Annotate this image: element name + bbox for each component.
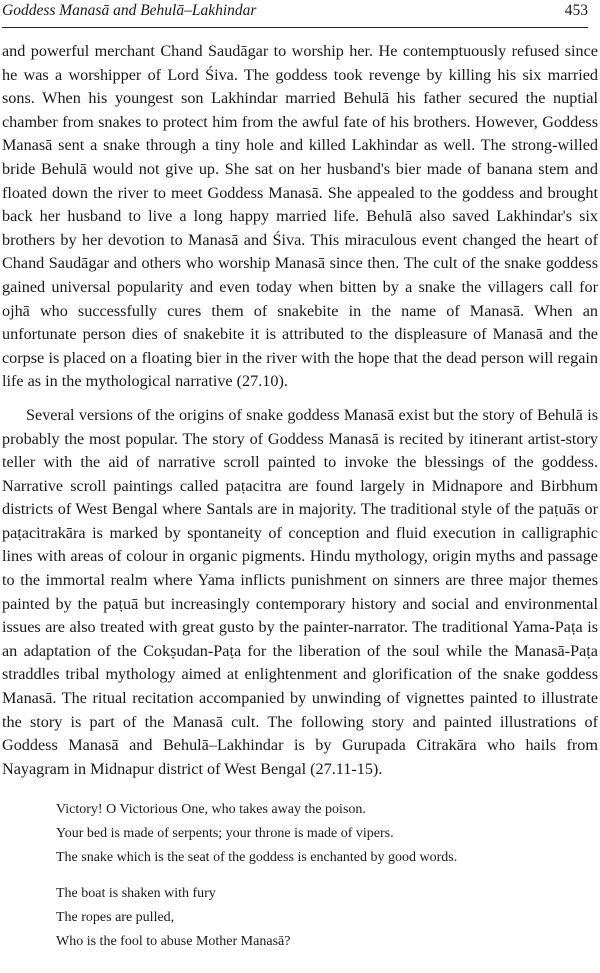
verse-line: Your bed is made of serpents; your throne is made of vipers.	[56, 826, 394, 841]
verse-line: The boat is shaken with fury	[56, 886, 216, 901]
paragraph-behula-versions: Several versions of the origins of snake goddess Manasā exist but the story of Behulā is probably the most popular. The story of Goddess Manasā is recited by itinerant artist-story teller with the aid of narrative scroll painted to invoke the blessings of the goddess. Narrative scroll paintings called paṭacitra are found largely in Midnapore and Birbhum districts of West Bengal where Santals are in majority. The traditional style of the paṭuās or paṭacitrakāra is marked by spontaneity of conception and fluid execution in calligraphic lines with areas of colour in organic pigments. Hindu mythology, origin myths and passage to the immortal realm where Yama inflicts punishment on sinners are three major themes painted by the paṭuā but increasingly contemporary history and social and environmental issues are also treated with great gusto by the painter-narrator. The traditional Yama-Paṭa is an adaptation of the Cokṣudan-Paṭa for the liberation of the soul while the Manasā-Paṭa straddles tribal mythology aimed at enlightenment and glorification of the snake goddess Manasā. The ritual recitation accompanied by unwinding of vignettes painted to illustrate the story is part of the Manasā cult. The following story and painted illustrations of Goddess Manasā and Behulā–Lakhindar is by Gurupada Citrakāra who hails from Nayagram in Midnapur district of West Bengal (27.11-15).	[2, 405, 598, 778]
running-header	[2, 1, 588, 28]
verse-stanza	[56, 882, 586, 954]
verse-line: Who is the fool to abuse Mother Manasā?	[56, 934, 291, 949]
verse-line: The snake which is the seat of the goddess is enchanted by good words.	[56, 850, 458, 865]
paragraph-manasa-story: and powerful merchant Chand Saudāgar to worship her. He contemptuously refused since he was a worshipper of Lord Śiva. The goddess took revenge by killing his six married sons. When his youngest son Lakhindar married Behulā his father secured the nuptial chamber from snakes to protect him from the awful fate of his brothers. However, Goddess Manasā sent a snake through a tiny hole and killed Lakhindar as well. The strong-willed bride Behulā would not give up. She sat on her husband's bier made of banana stem and floated down the river to meet Goddess Manasā. She appealed to the goddess and brought back her husband to live a long happy married life. Behulā also saved Lakhindar's six brothers by her devotion to Manasā and Śiva. This miraculous event changed the heart of Chand Saudāgar and others who worship Manasā since then. The cult of the snake goddess gained universal popularity and even today when bitten by a snake the villagers call for ojhā who successfully cures them of snakebite in the name of Manasā. When an unfortunate person dies of snakebite it is attributed to the displeasure of Manasā and the corpse is placed on a floating bier in the river with the hope that the dead person will regain life as in the mythological narrative (27.10).	[2, 42, 598, 391]
verse-stanza	[56, 798, 586, 870]
body-text	[2, 40, 598, 781]
verse-line: The ropes are pulled,	[56, 910, 175, 925]
verse-block	[56, 798, 586, 966]
page-number: 453	[564, 2, 588, 19]
running-title: Goddess Manasā and Behulā–Lakhindar	[2, 2, 257, 19]
verse-line: Victory! O Victorious One, who takes away the poison.	[56, 802, 366, 817]
